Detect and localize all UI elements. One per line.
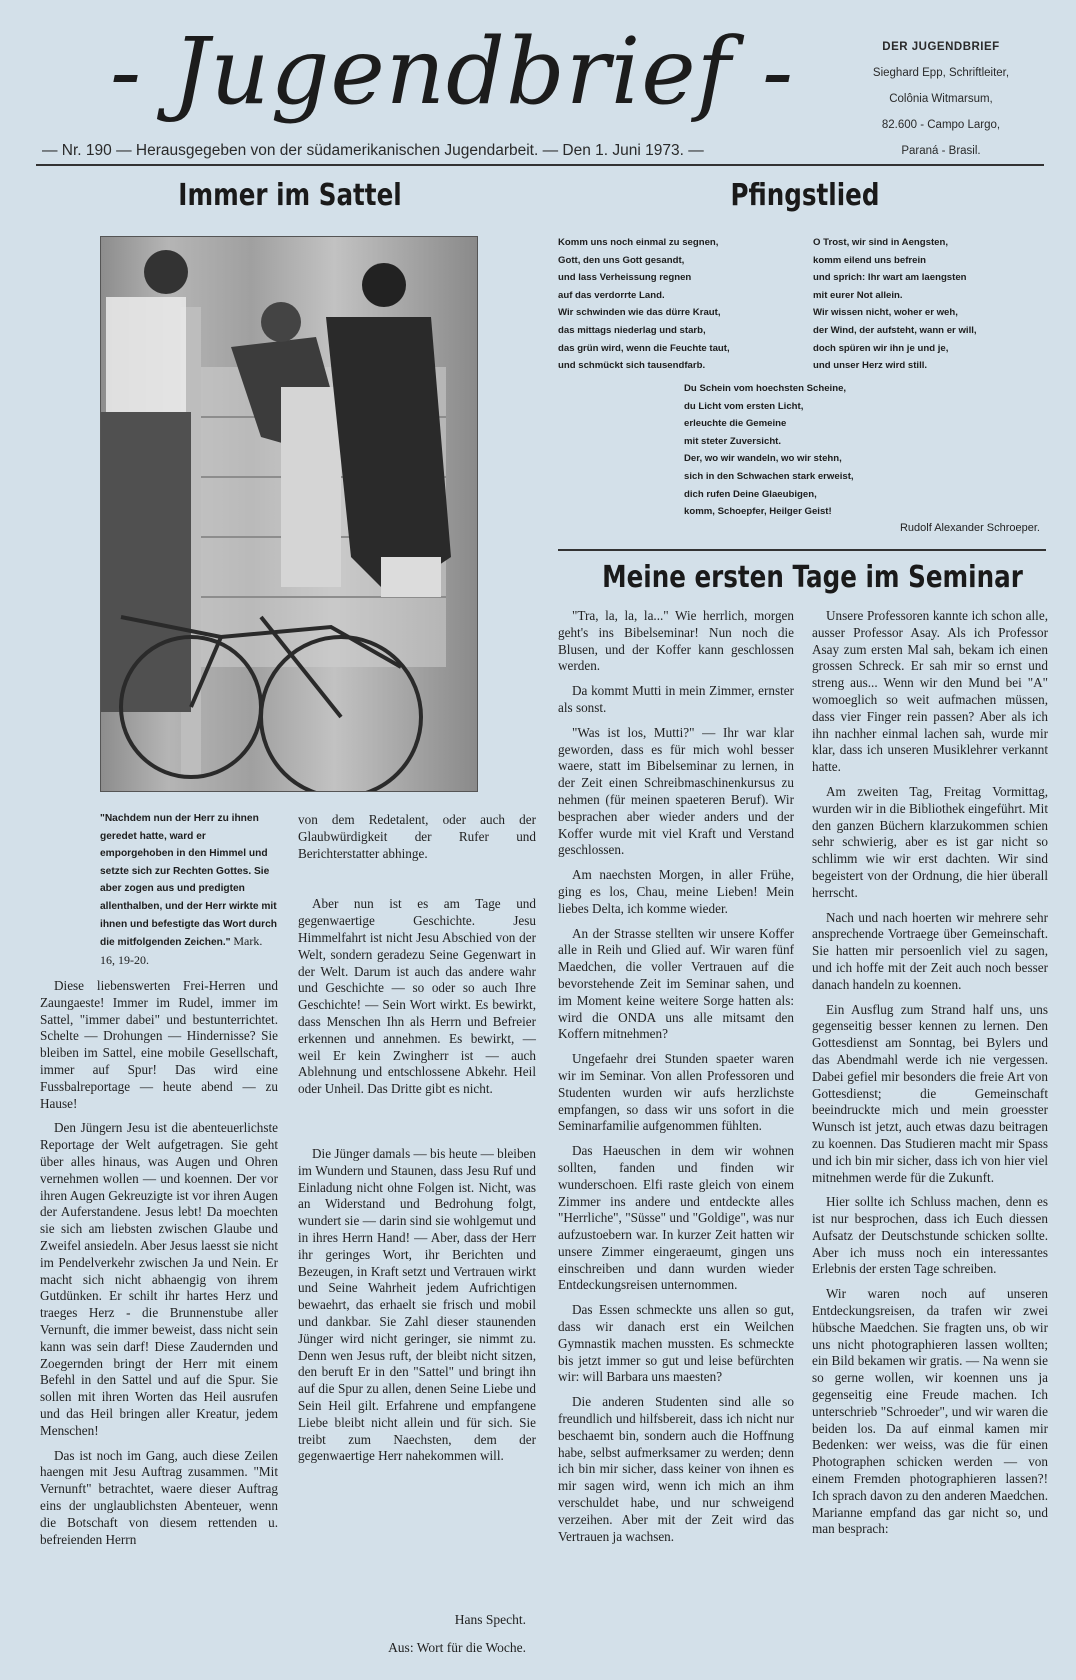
poem-line: und unser Herz wird still.: [813, 360, 928, 372]
paragraph: Das ist noch im Gang, auch diese Zeilen haengen mit Jesu Auftrag zusammen. "Mit Vernunft" betrachtet, waere dieser Auftrag eins der unglaublichsten Abenteuer, wenn die Botschaft von diesem rettenden u. befreienden Herrn: [40, 1447, 278, 1547]
address-line: Paraná - Brasil.: [901, 145, 981, 157]
article2-column-left: [558, 608, 794, 1553]
poem-line: Der, wo wir wandeln, wo wir stehn,: [684, 453, 842, 465]
article2-column-right: [812, 608, 1048, 1546]
paragraph: "Tra, la, la, la..." Wie herrlich, morgen geht's ins Bibelseminar! Nun noch die Blusen, und der Koffer kann geschlossen werden.: [558, 608, 794, 674]
poem-line: und schmückt sich tausendfarb.: [558, 360, 706, 372]
poem-line: Wir schwinden wie das dürre Kraut,: [558, 307, 721, 319]
poem-line: Komm uns noch einmal zu segnen,: [558, 237, 719, 248]
article1-caption: [100, 810, 278, 970]
article2-title: Meine ersten Tage im Seminar: [602, 560, 1023, 595]
article1-title-wrap: [95, 178, 485, 213]
paragraph: von dem Redetalent, oder auch der Glaubwürdigkeit der Rufer und Berichterstatter abhinge.: [298, 812, 536, 861]
paragraph: Am zweiten Tag, Freitag Vormittag, wurden wir in die Bibliothek eingeführt. Mit den ganzen Büchern klarzukommen schien sehr schwierig, aber es ist gar nicht so schlimm wie wir erst dachten. Wir sind begeistert von der Ordnung, die hier überall herrscht.: [812, 783, 1048, 900]
article1-source: Aus: Wort für die Woche.: [388, 1640, 526, 1655]
poem-line: das mittags niederlag und starb,: [558, 324, 706, 336]
poem-line: Gott, den uns Gott gesandt,: [558, 254, 685, 266]
poem-line: O Trost, wir sind in Aengsten,: [813, 237, 949, 248]
poem-line: doch spüren wir ihn je und je,: [813, 342, 949, 354]
article1-column-left: [40, 978, 278, 1556]
poem-line: Du Schein vom hoechsten Scheine,: [684, 383, 847, 394]
boys-on-fence-photo: [100, 236, 478, 792]
poem-line: sich in den Schwachen stark erweist,: [684, 470, 854, 482]
poem-line: das grün wird, wenn die Feuchte taut,: [558, 342, 730, 354]
paragraph: Hier sollte ich Schluss machen, denn es ist nur besprochen, dass ich Euch diessen Aufsatz der Deutschstunde schicken sollte. Aber ich muss noch ein interessantes Erlebnis der ersten Tage schreiben.: [812, 1194, 1048, 1277]
poem-line: auf das verdorrte Land.: [558, 289, 665, 301]
masthead-rule: [36, 164, 1044, 166]
paragraph: Aber nun ist es am Tage und gegenwaertige Geschichte. Jesu Himmelfahrt ist nicht Jesu Abschied von der Welt, sondern geradezu Seine Gegenwart in der Welt. Darum ist auch das andere wahr und Geschichte — so oder so auch Ihre Geschichte! — Sein Wort wirkt. Es bewirkt, dass Menschen Ihn als Herrn und Befreier erkennen und annehmen. Es bewirkt, — weil Er kein Zwingherr ist — auch Ablehnung und entschlossene Abkehr. Heil oder Unheil. Das Dritte gibt es nicht.: [298, 896, 536, 1097]
address-head: DER JUGENDBRIEF: [882, 41, 1000, 53]
poem-line: du Licht vom ersten Licht,: [684, 400, 804, 412]
caption-text: "Nachdem nun der Herr zu ihnen geredet hatte, ward er emporgehoben in den Himmel und setzte sich zur Rechten Gottes. Sie aber zogen aus und predigten allenthalben, und der Herr wirkte mit ihnen und befestigte das Wort durch die mitfolgenden Zeichen.": [100, 813, 277, 949]
article2-title-wrap: [558, 560, 1048, 595]
section-rule: [558, 549, 1046, 551]
masthead-title: - Jugendbrief -: [110, 18, 795, 125]
poem-line: und sprich: Ihr wart am laengsten: [813, 272, 967, 284]
paragraph: Da kommt Mutti in mein Zimmer, ernster als sonst.: [558, 683, 794, 715]
poem-line: dich rufen Deine Glaeubigen,: [684, 488, 817, 500]
paragraph: "Was ist los, Mutti?" — Ihr war klar geworden, dass es für mich wohl besser waere, statt im Bibelseminar zu lernen, in der Zeit einen Schreibmaschinenkursus zu nehmen (für meinen spaeteren Beruf). Wir besprachen aber wieder anders und der Koffer wurde mit viel Kraft und Verstand geschlossen.: [558, 724, 794, 858]
paragraph: Am naechsten Morgen, in aller Frühe, ging es los, Chau, meine Lieben! Mein liebes Delta, ich komme wieder.: [558, 867, 794, 916]
issue-line: — Nr. 190 — Herausgegeben von der südamerikanischen Jugendarbeit. — Den 1. Juni 1973. —: [42, 142, 704, 159]
photo-illustration: [101, 237, 477, 791]
poem-line: mit steter Zuversicht.: [684, 435, 782, 447]
address-line: Sieghard Epp, Schriftleiter,: [872, 67, 1010, 79]
paragraph: Den Jüngern Jesu ist die abenteuerlichste Reportage der Welt aufgetragen. Sie geht über alles hinaus, was Augen und Ohren vernehmen wollen — und koennen. Der vor ihren Augen Gekreuzigte ist vor ihren Augen der Auferstandene. Jesus lebt! Da moechten sie sich am liebsten zwischen Glaube und Zweifel ansiedeln. Aber Jesus laesst sie nicht im Pendelverkehr zwischen Ja und Nein. Er macht sich nicht abhaengig von ihrem Gutdünken. Er schilt ihr hartes Herz und traeges Herz - die Brunnenstube aller Vernunft, die immer beweist, dass nicht sein kann was sein darf! Diese Zaudernden und Zoegernden bringt der Herr mit einem Befehl in den Sattel und auf die Spur. Sie sollen mit ihren Worten das Heil ausrufen und das Heil bringen aller Kreatur, jedem Menschen!: [40, 1120, 278, 1438]
poem-line: komm eilend uns befrein: [813, 254, 927, 266]
poem-line: mit eurer Not allein.: [813, 289, 903, 301]
address-line: 82.600 - Campo Largo,: [881, 119, 1001, 131]
publisher-address: [830, 34, 1052, 164]
poem-line: Wir wissen nicht, woher er weh,: [813, 307, 958, 319]
paragraph: An der Strasse stellten wir unsere Koffer alle in Reih und Glied auf. Wir waren fünf Maedchen, die voller Vertrauen auf die bevorstehende Zeit im Seminar sahen, und im Moment keine weitere Sorge hatten als: wird die ONDA uns alle mitsamt den Koffern mitnehmen?: [558, 925, 794, 1042]
poem-stanza-1: [558, 234, 798, 375]
paragraph: Ungefaehr drei Stunden spaeter waren wir im Seminar. Von allen Professoren und Studenten wurden wir aufs herzlichste empfangen, so dass wir uns sofort in die Seminarfamilie aufgenommen fühlten.: [558, 1051, 794, 1134]
article1-title: Immer im Sattel: [178, 178, 402, 213]
poem-title: Pfingstlied: [730, 178, 880, 213]
poem-line: erleuchte die Gemeine: [684, 418, 787, 430]
paragraph: Die anderen Studenten sind alle so freundlich und hilfsbereit, dass ich nicht nur beschaemt bin, sondern auch die Hoffnung habe, selbst aufmerksamer zu werden; denn ich bin mir sicher, dass keiner von ihnen es mir sagen wird, wenn ich mich an ihm verschuldet habe, und nur schweigend verzeihen. Aber mit der Zeit wird das Vertrauen ja wachsen.: [558, 1394, 794, 1544]
poem-stanza-2: [813, 234, 1053, 375]
paragraph: Nach und nach hoerten wir mehrere sehr ansprechende Vortraege über Gemeinschaft. Sie hatten mir persoenlich viel zu sagen, und ich hoffe mit der Zeit auch noch besser danach handeln zu koennen.: [812, 909, 1048, 992]
paragraph: Diese liebenswerten Frei-Herren und Zaungaeste! Immer im Rudel, immer im Sattel, "immer dabei" und bestunterrichtet. Schelte — Drohungen — Hindernisse? Sie bleiben im Sattel, eine mobile Gesellschaft, immer auf Spur! Das wird eine Fussbalreportage — heute abend — zu Hause!: [40, 978, 278, 1111]
caption-reference: Mark. 16, 19-20.: [100, 934, 263, 967]
article1-column-right: [298, 812, 536, 1473]
address-line: Colônia Witmarsum,: [889, 93, 993, 105]
article1-author: Hans Specht.: [454, 1612, 526, 1627]
poem-line: und lass Verheissung regnen: [558, 272, 692, 284]
paragraph: Unsere Professoren kannte ich schon alle, ausser Professor Asay. Als ich Professor Asay zum ersten Mal sah, bekam ich einen grossen Schreck. Er sah mir so ernst und streng aus... Wenn wir den Mund bei "A" womoeglich so weit aufmachen müssen, dass vier Finger rein passen? Aber als ich ihn nachher einmal lachen sah, wurde mir klar, dass ich unseren Musiklehrer verkannt hatte.: [812, 608, 1048, 775]
poem-line: der Wind, der aufsteht, wann er will,: [813, 324, 977, 336]
paragraph: Wir waren noch auf unseren Entdeckungsreisen, da trafen wir zwei hübsche Maedchen. Sie fragten uns, ob wir uns nicht photographieren lassen wollten; ein Bild bekamen wir gratis. — Na wenn sie so gerne wollen, wir koennen uns ja gegenseitig eine Freude machen. Ich unterschrieb "Schroeder", und wir waren die beiden los. Da auf einmal kamen mir Bedenken: wer weiss, was die für einen Photographen schicken werden — von einem Fremden photographieren lassen?! Ich sprach davon zu den anderen Maedchen. Marianne empfand das gar nicht so, und man besprach:: [812, 1286, 1048, 1537]
poem-line: komm, Schoepfer, Heilger Geist!: [684, 506, 832, 518]
paragraph: Die Jünger damals — bis heute — bleiben im Wundern und Staunen, dass Jesu Ruf und Einladung nicht ohne Folgen ist. Nicht, was an Widerstand und Bedrohung folgt, wundert sie — darin sind sie wohlgemut und in ihres Herrn Hand! — Aber, dass der Herr ihr geringes Wort, ihr Berichten und Bezeugen, in Kraft setzt und Vertrauen wirkt und Seine Wahrheit jedem Aufrichtigen bewaehrt, das erhaelt sie frisch und mobil und dankbar. Sie Zahl dieser staunenden Jünger wird nicht geringer, sie nimmt zu. Denn wen Jesus ruft, der bleibt nicht sitzen, den beruft Er in den "Sattel" und bringt ihn auf die Spur zu allen, denen Seine Liebe und Sein Heil gilt. Erfahrene und empfangene Liebe bleibt nicht allein und für sich. Sie treibt zum Naechsten, dem der gegenwaertige Herr nahekommen will.: [298, 1145, 536, 1464]
paragraph: Das Haeuschen in dem wir wohnen sollten, fanden und finden wir wunderschoen. Elfi raste gleich von einem Zimmer ins andere und entdeckte alles "Herrliche", "Süsse" und "Goldige", was nur aufzustoebern war. In kurzer Zeit hatten wir unsere Zimmer eingeraeumt, gingen uns einschreiben und dann wurden wieder Entdeckungsreisen unternommen.: [558, 1143, 794, 1293]
poem-title-wrap: [560, 178, 1050, 213]
paragraph: Das Essen schmeckte uns allen so gut, dass wir danach erst ein Weilchen Gymnastik machen mussten. Es schmeckte bis jetzt immer so gut und leise befürchten wir: will Barbara uns maesten?: [558, 1302, 794, 1385]
poem-stanza-3: [684, 380, 944, 521]
paragraph: Ein Ausflug zum Strand half uns, uns gegenseitig besser kennen zu lernen. Den Gottesdienst am Sonntag, bei Bylers und das Abendmahl werde ich nie vergessen. Dabei gefiel mir besonders die freie Art von Gottesdienst; die Gemeinschaft beeindruckte mich und mein groesster Wunsch ist jetzt, auch etwas dazu beitragen zu koennen. Das Studieren macht mir Spass und ich bin mir sicher, dass ich von hier viel mitnehmen werde für die Zukunft.: [812, 1001, 1048, 1185]
poem-author: Rudolf Alexander Schroeper.: [899, 522, 1040, 534]
